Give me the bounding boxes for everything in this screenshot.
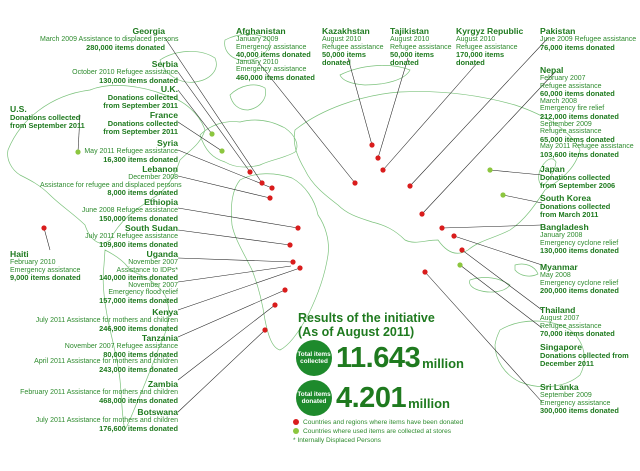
green-dot-icon [293, 428, 299, 434]
dot-southkorea [500, 192, 505, 197]
legend-note: * Internally Displaced Persons [293, 437, 381, 444]
label-japan: Japan Donations collected from September 2006 [540, 164, 616, 190]
map-legend [293, 418, 463, 445]
results-title-line2: (As of August 2011) [298, 325, 415, 339]
dot-lebanon [267, 195, 272, 200]
legend-green-text: Countries where used items are collected at stores [303, 428, 452, 435]
label-us: U.S. Donations collected from September 2011 [10, 104, 85, 130]
dot-southsudan [287, 242, 292, 247]
dot-france [219, 148, 224, 153]
label-serbia: Serbia October 2010 Refugee assistance 130,000 items donated [72, 59, 178, 85]
label-myanmar: Myanmar May 2008 Emergency cyclone relief 200,000 items donated [540, 262, 619, 296]
label-lebanon: Lebanon December 2008 Assistance for refugee and displaced persons 8,000 items donated [40, 164, 182, 198]
dot-afghanistan [352, 180, 357, 185]
label-kazakhstan: Kazakhstan August 2010 Refugee assistance 50,000 items donated [322, 26, 384, 67]
label-zambia: Zambia February 2011 Assistance for mothers and children 468,000 items donated [20, 379, 178, 405]
label-singapore: Singapore Donations collected from December 2011 [540, 342, 629, 368]
total-collected [296, 340, 464, 376]
label-uganda: Uganda November 2007 Assistance to IDPs* 140,000 items donated November 2007 Emergency flood relief 157,000 items donated [99, 249, 178, 305]
dot-georgia [259, 180, 264, 185]
collected-badge: Total items collected [296, 340, 332, 376]
legend-red-text: Countries and regions where items have been donated [303, 419, 464, 426]
dot-singapore [457, 262, 462, 267]
donated-unit: million [408, 395, 450, 411]
dot-uk [209, 131, 214, 136]
results-title-line1: Results of the initiative [298, 311, 435, 325]
dot-tajikistan [375, 155, 380, 160]
collected-value: 11.643 [336, 341, 421, 374]
dot-kyrgyz [380, 167, 385, 172]
label-kenya: Kenya July 2011 Assistance for mothers and children 246,900 items donated [35, 307, 178, 333]
dot-ethiopia [295, 225, 300, 230]
dot-serbia [247, 169, 252, 174]
dot-bangladesh [439, 225, 444, 230]
legend-red-row [293, 418, 463, 427]
label-pakistan: Pakistan June 2009 Refugee assistance 76,000 items donated [540, 26, 637, 52]
dot-syria [269, 185, 274, 190]
label-tajikistan: Tajikistan August 2010 Refugee assistance 50,000 items donated [390, 26, 452, 67]
dot-myanmar [451, 233, 456, 238]
label-afghanistan: Afghanistan January 2009 Emergency assistance 40,000 items donated January 2010 Emergency assistance 460,000 items donated [236, 26, 315, 82]
label-thailand: Thailand August 2007 Refugee assistance 70,000 items donated [540, 305, 615, 339]
label-ethiopia: Ethiopia June 2008 Refugee assistance 150,000 items donated [81, 197, 178, 223]
label-nepal: Nepal February 2007 Refugee assistance 60,000 items donated March 2008 Emergency fire relief 212,000 items donated September 2009 Refugee assistance 65,000 items donated May 2011 Refugee assistance 103,600 items donated [540, 65, 634, 159]
donated-value: 4.201 [336, 381, 407, 414]
dot-pakistan [407, 183, 412, 188]
dot-japan [487, 167, 492, 172]
total-donated [296, 380, 450, 416]
dot-zambia [272, 302, 277, 307]
legend-green-row [293, 427, 463, 436]
dot-haiti [41, 225, 46, 230]
dot-botswana [262, 327, 267, 332]
dot-nepal [419, 211, 424, 216]
label-kyrgyz: Kyrgyz Republic August 2010 Refugee assistance 170,000 items donated [456, 26, 524, 67]
dot-srilanka [422, 269, 427, 274]
label-uk: U.K. Donations collected from September 2011 [103, 84, 178, 110]
label-tanzania: Tanzania November 2007 Refugee assistance 80,000 items donated April 2011 Assistance for mothers and children 243,000 items donated [34, 333, 178, 374]
label-haiti: Haiti February 2010 Emergency assistance 9,000 items donated [10, 249, 81, 283]
dot-uganda [290, 259, 295, 264]
label-france: France Donations collected from September 2011 [103, 110, 178, 136]
dot-thailand [459, 247, 464, 252]
label-syria: Syria May 2011 Refugee assistance 16,300 items donated [84, 138, 178, 164]
label-georgia: Georgia March 2009 Assistance to displaced persons 280,000 items donated [40, 26, 179, 52]
label-southkorea: South Korea Donations collected from March 2011 [540, 193, 611, 219]
red-dot-icon [293, 419, 299, 425]
label-srilanka: Sri Lanka September 2009 Emergency assistance 300,000 items donated [540, 382, 619, 416]
results-title [298, 311, 473, 339]
dot-kazakhstan [369, 142, 374, 147]
collected-unit: million [422, 355, 464, 371]
donated-badge: Total items donated [296, 380, 332, 416]
label-botswana: Botswana July 2011 Assistance for mothers and children 176,600 items donated [35, 407, 178, 433]
dot-tanzania [282, 287, 287, 292]
label-southsudan: South Sudan July 2011 Refugee assistance 109,800 items donated [85, 223, 178, 249]
dot-kenya [297, 265, 302, 270]
label-bangladesh: Bangladesh January 2008 Emergency cyclone relief 130,000 items donated [540, 222, 619, 256]
